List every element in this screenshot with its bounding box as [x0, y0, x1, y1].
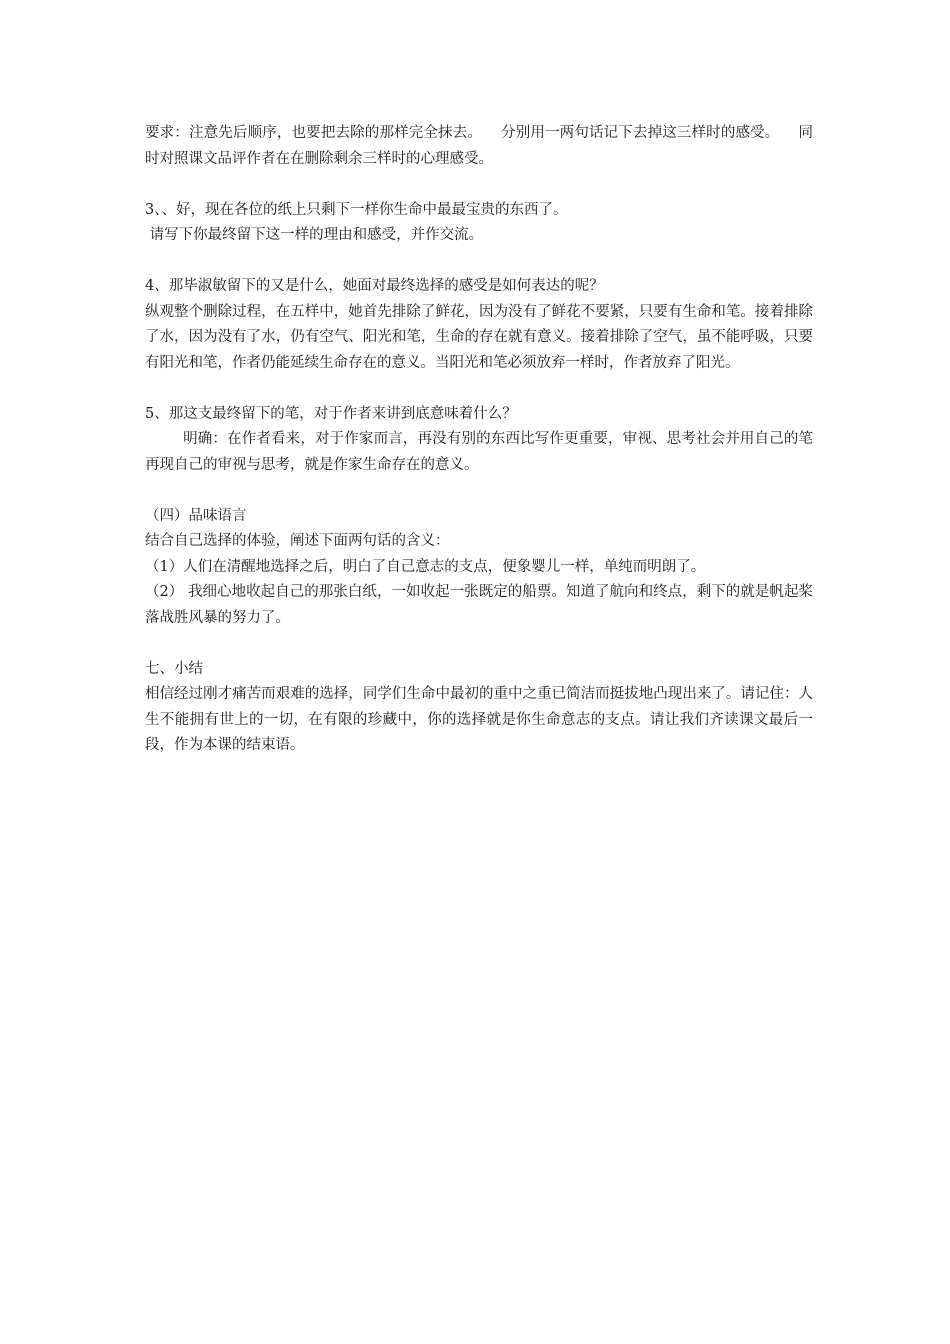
text-line: 请写下你最终留下这一样的理由和感受，并作交流。 [145, 227, 484, 243]
text-line: 4、那毕淑敏留下的又是什么，她面对最终选择的感受是如何表达的呢？ [145, 278, 604, 294]
section-heading: 七、小结 [145, 660, 203, 677]
text-line: 结合自己选择的体验，阐述下面两句话的含义： [145, 533, 450, 549]
paragraph-requirements [145, 121, 813, 172]
section-heading: （四）品味语言 [145, 507, 247, 524]
paragraph-step-4 [145, 274, 813, 376]
section-language [145, 504, 813, 632]
text-line: 3、、好，现在各位的纸上只剩下一样你生命中最最宝贵的东西了。 [145, 201, 568, 218]
paragraph-step-5 [145, 402, 813, 479]
section-summary [145, 657, 813, 759]
text-line: （2） 我细心地收起自己的那张白纸，一如收起一张既定的船票。知道了航向和终点，剩下的就是帆起桨落战胜风暴的努力了。 [145, 584, 813, 626]
text-line: 要求：注意先后顺序，也要把去除的那样完全抹去。 分别用一两句话记下去掉这三样时的感受。 同时对照课文品评作者在在删除剩余三样时的心理感受。 [145, 125, 813, 167]
text-line: 纵观整个删除过程，在五样中，她首先排除了鲜花，因为没有了鲜花不要紧，只要有生命和笔。接着排除了水，因为没有了水，仍有空气、阳光和笔，生命的存在就有意义。接着排除了空气，虽不能呼吸，只要有阳光和笔，作者仍能延续生命存在的意义。当阳光和笔必须放弃一样时，作者放弃了阳光。 [145, 303, 813, 371]
text-line: 明确：在作者看来，对于作家而言，再没有别的东西比写作更重要，审视、思考社会并用自己的笔再现自己的审视与思考，就是作家生命存在的意义。 [145, 431, 813, 473]
document-page [145, 121, 813, 784]
text-line: 5、那这支最终留下的笔，对于作者来讲到底意味着什么？ [145, 405, 517, 422]
text-line: （1）人们在清醒地选择之后，明白了自己意志的支点，便象婴儿一样，单纯而明朗了。 [145, 558, 706, 575]
paragraph-step-3 [145, 198, 813, 249]
text-line: 相信经过刚才痛苦而艰难的选择，同学们生命中最初的重中之重已简洁而挺拔地凸现出来了。请记住：人生不能拥有世上的一切，在有限的珍藏中，你的选择就是你生命意志的支点。请让我们齐读课文最后一段，作为本课的结束语。 [145, 686, 813, 753]
